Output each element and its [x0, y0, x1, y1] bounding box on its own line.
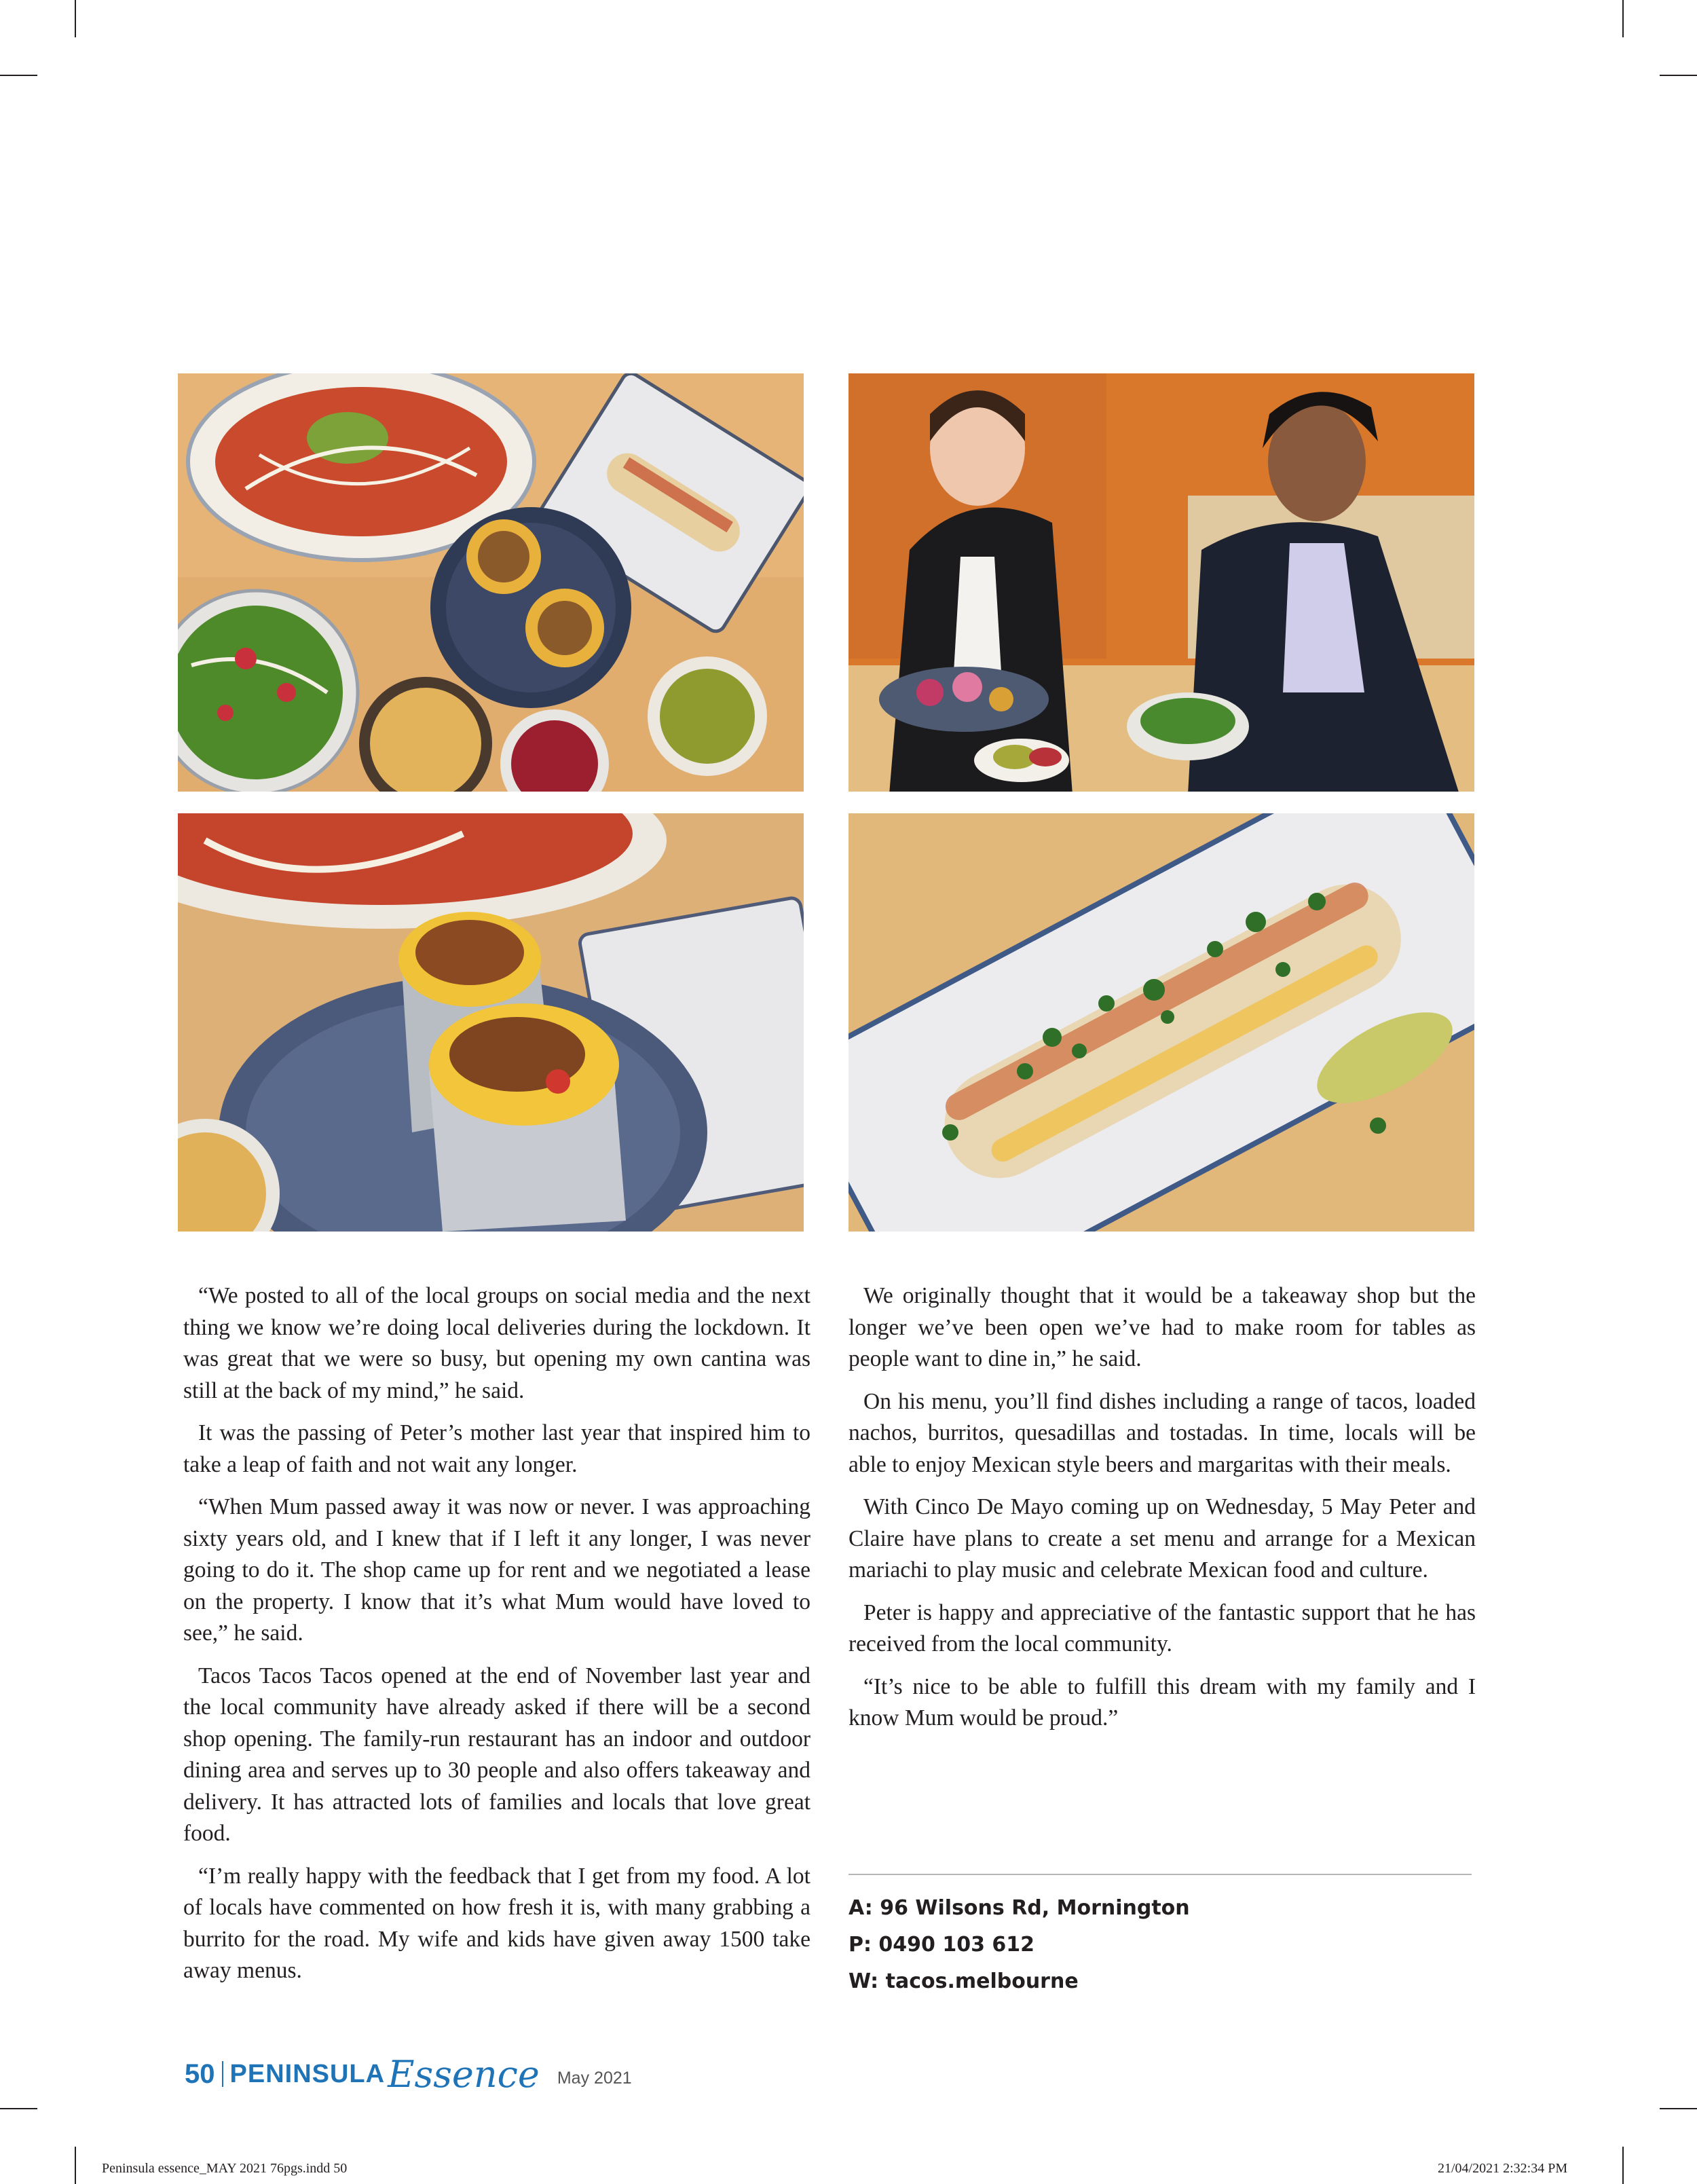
article-paragraph: We originally thought that it would be a takeaway shop but the longer we’ve been open we’ve had to make room for tables as people want to dine in,” he said.	[848, 1283, 1476, 1371]
crop-mark	[1660, 2108, 1697, 2109]
article-paragraph: “It’s nice to be able to fulfill this dream with my family and I know Mum would be proud.”	[848, 1673, 1476, 1730]
crop-mark	[1622, 2147, 1624, 2184]
contact-web: W: tacos.melbourne	[848, 1969, 1079, 1993]
crop-mark	[1660, 75, 1697, 76]
food-spread-photo	[178, 373, 804, 792]
contact-phone: P: 0490 103 612	[848, 1933, 1035, 1957]
contact-address: A: 96 Wilsons Rd, Mornington	[848, 1896, 1190, 1920]
page-number: 50	[185, 2058, 215, 2089]
publication-name: PENINSULA	[229, 2059, 386, 2088]
article-column-left	[183, 1280, 810, 1998]
slug-file: Peninsula essence_MAY 2021 76pgs.indd 50	[102, 2161, 348, 2176]
crop-mark	[75, 2147, 76, 2184]
folio-divider	[222, 2061, 223, 2087]
article-paragraph: It was the passing of Peter’s mother last year that inspired him to take a leap of faith and not wait any longer.	[183, 1420, 810, 1477]
article-paragraph: Tacos Tacos Tacos opened at the end of November last year and the local community have already asked if there will be a second shop opening. The family-run restaurant has an indoor and outdoor dining area and serves up to 30 people and also offers takeaway and delivery. It has attracted lots of families and locals that love great food.	[183, 1663, 810, 1846]
contact-divider	[848, 1874, 1472, 1875]
article-paragraph: “We posted to all of the local groups on social media and the next thing we know we’re doing local deliveries during the lockdown. It was great that we were so busy, but opening my own cantina was still at the back of my mind,” he said.	[183, 1283, 810, 1403]
burrito-photo	[178, 813, 804, 1232]
slug-timestamp: 21/04/2021 2:32:34 PM	[1438, 2161, 1568, 2176]
publication-script: Essence	[388, 2052, 540, 2096]
page-folio	[185, 2050, 632, 2098]
article-column-right	[848, 1280, 1476, 1745]
crop-mark	[75, 0, 76, 37]
article-paragraph: “I’m really happy with the feedback that I get from my food. A lot of locals have commented on how fresh it is, with many grabbing a burrito for the road. My wife and kids have given away 1500 take away menus.	[183, 1863, 810, 1983]
article-paragraph: “When Mum passed away it was now or never. I was approaching sixty years old, and I knew that if I left it any longer, I was never going to do it. The shop came up for rent and we negotiated a lease on the property. I know that it’s what Mum would have loved to see,” he said.	[183, 1494, 810, 1646]
article-paragraph: Peter is happy and appreciative of the fantastic support that he has received from the local community.	[848, 1599, 1476, 1656]
article-paragraph: On his menu, you’ll find dishes including a range of tacos, loaded nachos, burritos, quesadillas and tostadas. In time, locals will be able to enjoy Mexican style beers and margaritas with their meals.	[848, 1388, 1476, 1477]
article-paragraph: With Cinco De Mayo coming up on Wednesday, 5 May Peter and Claire have plans to create a set menu and arrange for a Mexican mariachi to play music and celebrate Mexican food and culture.	[848, 1494, 1476, 1583]
diners-photo	[848, 373, 1474, 792]
issue-date: May 2021	[557, 2068, 632, 2088]
crop-mark	[0, 2108, 37, 2109]
contact-details	[848, 1890, 1190, 2000]
mexican-corn-photo	[848, 813, 1474, 1232]
crop-mark	[0, 75, 37, 76]
crop-mark	[1622, 0, 1624, 37]
